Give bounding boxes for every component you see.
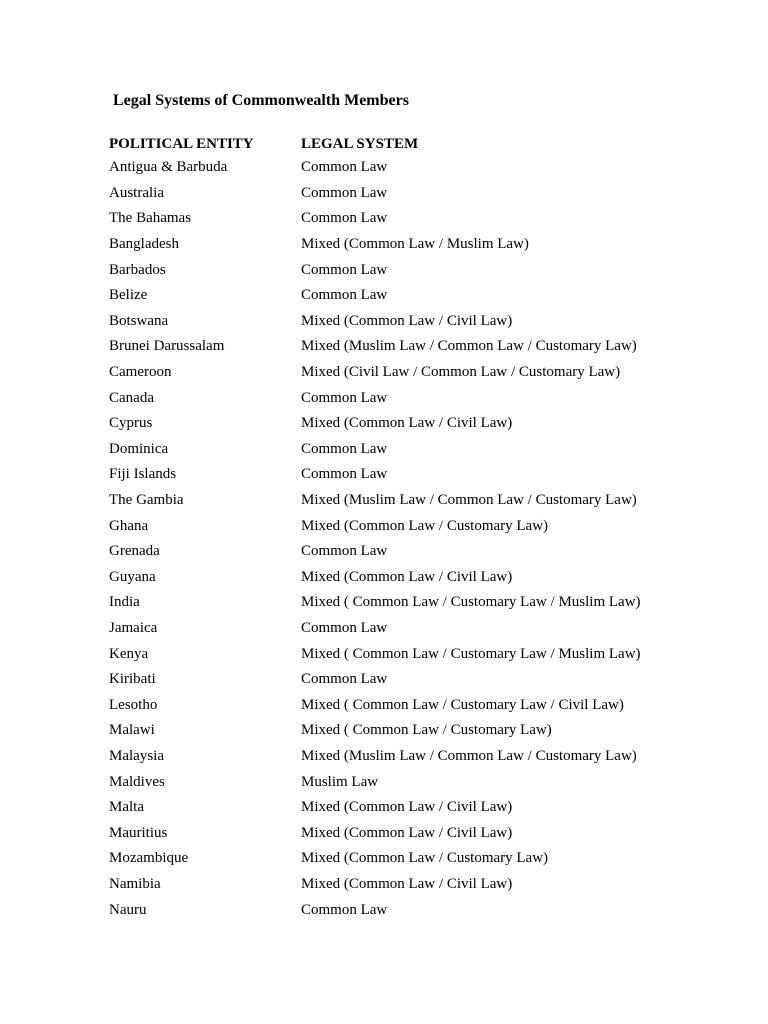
political-entity-cell: Brunei Darussalam — [109, 338, 225, 355]
table-row — [109, 872, 729, 898]
table-row — [109, 616, 729, 642]
legal-system-cell: Mixed ( Common Law / Customary Law / Civil Law) — [301, 696, 624, 713]
legal-system-cell: Common Law — [301, 619, 388, 636]
table-row — [109, 513, 729, 539]
legal-system-cell: Common Law — [301, 210, 388, 227]
table-row — [109, 820, 729, 846]
legal-system-cell: Mixed (Muslim Law / Common Law / Customary Law) — [301, 338, 637, 355]
page-title: Legal Systems of Commonwealth Members — [113, 92, 409, 109]
political-entity-cell: Jamaica — [109, 619, 158, 636]
legal-system-cell: Mixed ( Common Law / Customary Law) — [301, 722, 552, 739]
political-entity-cell: Canada — [109, 389, 154, 406]
legal-system-cell: Mixed (Common Law / Civil Law) — [301, 312, 513, 329]
legal-system-cell: Mixed (Common Law / Civil Law) — [301, 799, 513, 816]
legal-system-cell: Mixed ( Common Law / Customary Law / Muslim Law) — [301, 645, 641, 662]
legal-system-cell: Common Law — [301, 440, 388, 457]
political-entity-cell: Kenya — [109, 645, 149, 662]
political-entity-cell: Namibia — [109, 875, 161, 892]
political-entity-cell: Nauru — [109, 901, 147, 918]
table-row — [109, 897, 729, 923]
legal-system-cell: Mixed (Common Law / Civil Law) — [301, 415, 513, 432]
legal-system-cell: Mixed (Common Law / Customary Law) — [301, 850, 549, 867]
table-body — [109, 155, 729, 923]
political-entity-cell: Dominica — [109, 440, 169, 457]
legal-system-cell: Mixed (Common Law / Civil Law) — [301, 875, 513, 892]
legal-system-cell: Mixed (Common Law / Civil Law) — [301, 568, 513, 585]
legal-system-cell: Common Law — [301, 543, 388, 560]
table-row — [109, 206, 729, 232]
political-entity-cell: Antigua & Barbuda — [109, 159, 228, 176]
political-entity-cell: The Bahamas — [109, 210, 192, 227]
political-entity-cell: Mozambique — [109, 850, 189, 867]
table-row — [109, 155, 729, 181]
table-row — [109, 334, 729, 360]
table-row — [109, 667, 729, 693]
political-entity-cell: Lesotho — [109, 696, 158, 713]
legal-system-cell: Muslim Law — [301, 773, 379, 790]
table-row — [109, 232, 729, 258]
political-entity-cell: Australia — [109, 184, 164, 201]
column-header-political-entity: POLITICAL ENTITY — [109, 135, 254, 152]
table-row — [109, 488, 729, 514]
legal-system-cell: Common Law — [301, 184, 388, 201]
legal-system-cell: Common Law — [301, 389, 388, 406]
table-row — [109, 385, 729, 411]
political-entity-cell: Cyprus — [109, 415, 153, 432]
column-header-legal-system: LEGAL SYSTEM — [301, 135, 419, 152]
table-row — [109, 411, 729, 437]
table-row — [109, 718, 729, 744]
table-row — [109, 437, 729, 463]
table-row — [109, 795, 729, 821]
legal-system-cell: Mixed (Muslim Law / Common Law / Customary Law) — [301, 492, 637, 509]
table-row — [109, 692, 729, 718]
legal-system-cell: Common Law — [301, 466, 388, 483]
table-row — [109, 462, 729, 488]
political-entity-cell: Cameroon — [109, 364, 172, 381]
political-entity-cell: Mauritius — [109, 824, 168, 841]
political-entity-cell: Botswana — [109, 312, 169, 329]
political-entity-cell: The Gambia — [109, 492, 184, 509]
political-entity-cell: Ghana — [109, 517, 149, 534]
table-row — [109, 257, 729, 283]
table-row — [109, 590, 729, 616]
legal-system-cell: Common Law — [301, 671, 388, 688]
table-row — [109, 539, 729, 565]
table-row — [109, 283, 729, 309]
political-entity-cell: Grenada — [109, 543, 160, 560]
political-entity-cell: Kiribati — [109, 671, 156, 688]
table-header-row — [109, 133, 729, 155]
legal-systems-table — [109, 133, 729, 923]
legal-system-cell: Common Law — [301, 287, 388, 304]
legal-system-cell: Mixed (Common Law / Civil Law) — [301, 824, 513, 841]
legal-system-cell: Mixed (Common Law / Customary Law) — [301, 517, 549, 534]
table-row — [109, 360, 729, 386]
political-entity-cell: Guyana — [109, 568, 156, 585]
political-entity-cell: Barbados — [109, 261, 166, 278]
legal-system-cell: Mixed (Muslim Law / Common Law / Customary Law) — [301, 747, 637, 764]
political-entity-cell: Malta — [109, 799, 144, 816]
political-entity-cell: Maldives — [109, 773, 165, 790]
legal-system-cell: Mixed (Civil Law / Common Law / Customary Law) — [301, 364, 621, 381]
legal-system-cell: Mixed (Common Law / Muslim Law) — [301, 236, 529, 253]
table-row — [109, 846, 729, 872]
political-entity-cell: Fiji Islands — [109, 466, 177, 483]
legal-system-cell: Common Law — [301, 159, 388, 176]
table-row — [109, 641, 729, 667]
political-entity-cell: Malawi — [109, 722, 155, 739]
legal-system-cell: Common Law — [301, 901, 388, 918]
political-entity-cell: Malaysia — [109, 747, 164, 764]
table-row — [109, 744, 729, 770]
table-row — [109, 769, 729, 795]
political-entity-cell: Belize — [109, 287, 148, 304]
legal-system-cell: Mixed ( Common Law / Customary Law / Muslim Law) — [301, 594, 641, 611]
table-row — [109, 309, 729, 335]
legal-system-cell: Common Law — [301, 261, 388, 278]
political-entity-cell: India — [109, 594, 140, 611]
table-row — [109, 565, 729, 591]
table-row — [109, 181, 729, 207]
political-entity-cell: Bangladesh — [109, 236, 179, 253]
